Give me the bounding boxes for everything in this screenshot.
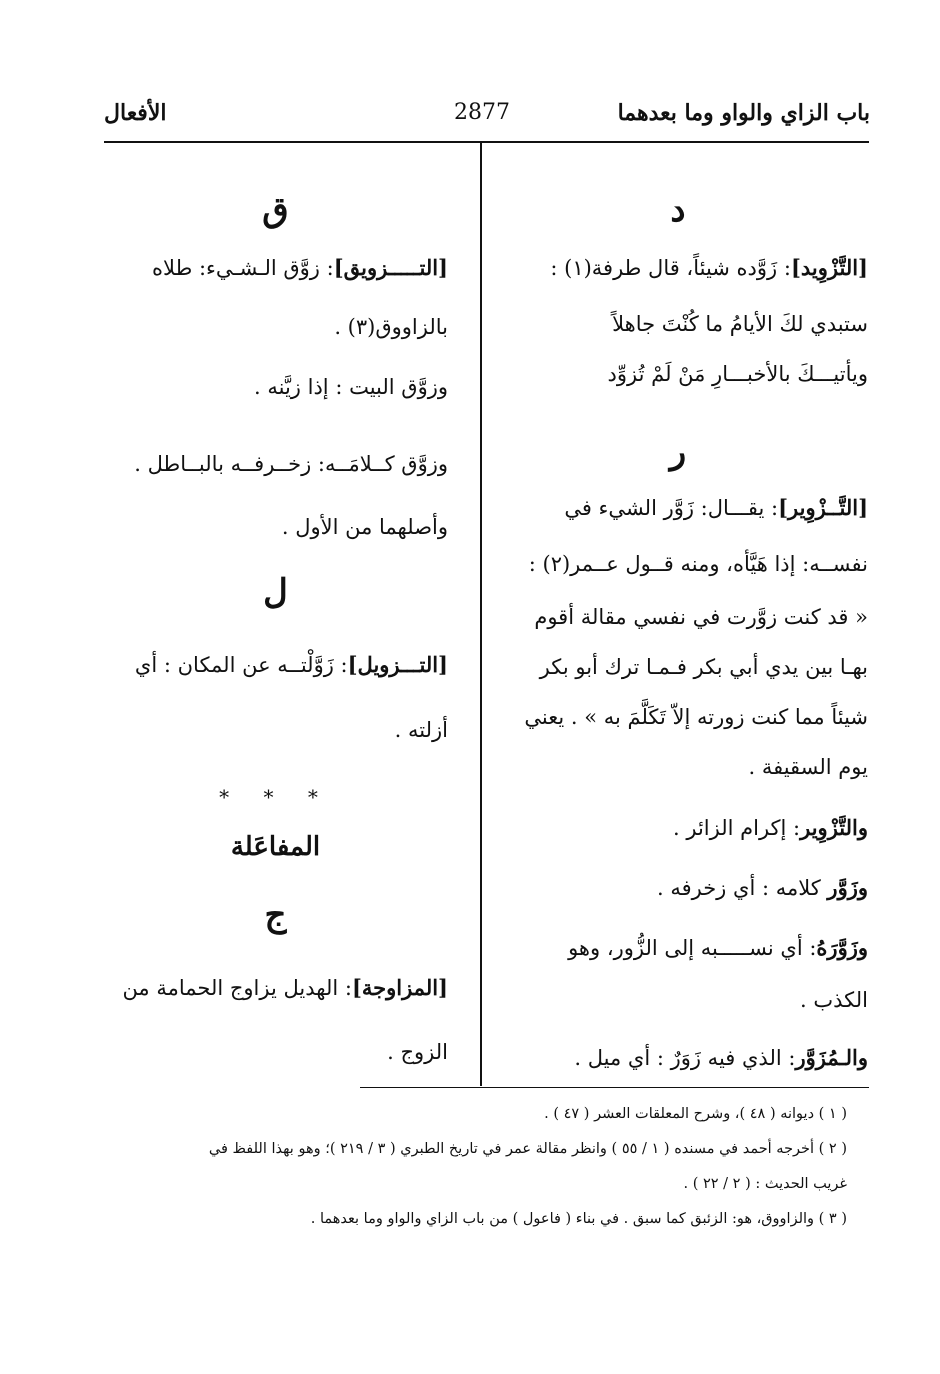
entry-headword: [التـــــزويق] [333, 255, 448, 280]
text-line: نفســه: إذا هَيَّأه، ومنه قــول عــمر(٢) : [528, 552, 868, 576]
entry-headword: [التَّــزْوِير] [778, 495, 868, 520]
text-line: أزلته . [394, 718, 448, 742]
letter-heading-dal: د [670, 190, 686, 230]
entry-text: : الذي فيه زَوَرٌ : أي ميل . [574, 1046, 796, 1070]
entry-muzawwar [574, 1045, 868, 1070]
text-line: بهـا بين يدي أبي بكر فـمـا ترك أبو بكر [539, 655, 868, 679]
letter-heading-lam: ل [263, 572, 288, 612]
entry-text: : يقـــال: زَوَّر الشيء في [564, 496, 779, 520]
entry-text: : أي نســـــبه إلى الزُّور، وهو [568, 936, 817, 960]
entry-text: : زَوَّلْتــه عن المكان : أي [134, 653, 348, 677]
text-line: وزوَّق البيت : إذا زيَّنه . [254, 375, 448, 399]
text-line: وزوَّق كــلامَــه: زخــرفــه بالبــاطل . [134, 452, 448, 476]
letter-heading-jim: ج [264, 895, 287, 935]
section-heading: المفاعَلة [230, 832, 321, 862]
right-column [488, 0, 868, 1090]
section-title: الأفعال [104, 100, 167, 126]
entry-tazwir-ikram [673, 815, 868, 840]
entry-headword: [التـــزويل] [347, 652, 448, 677]
left-column [103, 0, 448, 1090]
entry-tazwil [135, 652, 448, 677]
entry-text: : زوَّق الـشـيء: طلاه [152, 256, 334, 280]
text-line: وأصلهما من الأول . [281, 515, 448, 539]
text-line: شيئاً مما كنت زورته إلاّ تَكَلَّمَ به » . يعني [524, 705, 868, 729]
entry-headword: والـمُزَوَّر [795, 1045, 868, 1070]
section-separator-stars: * * * [219, 785, 332, 809]
footnote-3: ( ٣ ) والزاووق، هو: الزئبق كما سبق . في بناء ( فاعول ) من باب الزاي والواو وما بعدهما . [310, 1211, 847, 1227]
letter-heading-qaf: ق [262, 190, 289, 230]
entry-text: : إكرام الزائر . [673, 816, 801, 840]
text-line: الكذب . [800, 988, 868, 1012]
verse-line: ستبدي لكَ الأيامُ ما كُنْتَ جاهلاً [612, 312, 868, 336]
entry-headword: [التَّزْوِيد] [790, 255, 868, 280]
footnote-rule [360, 1087, 869, 1088]
text-line: الزوج . [387, 1040, 448, 1064]
entry-headword: وزَوَّر [827, 875, 868, 900]
entry-tazwid [550, 255, 868, 280]
entry-tazwiq [152, 255, 448, 280]
chapter-title: باب الزاي والواو وما بعدهما [617, 100, 870, 126]
column-divider [480, 141, 482, 1086]
entry-headword: والتَّزْوِير [800, 815, 868, 840]
entry-headword: وزَوَّرَهُ [816, 935, 868, 960]
entry-zawwarahu [568, 935, 868, 960]
footnote-1: ( ١ ) ديوانه ( ٤٨ )، وشرح المعلقات العشر ( ٤٧ ) . [544, 1106, 847, 1122]
text-line: بالزاووق(٣) . [334, 315, 448, 339]
entry-muzawaja [122, 975, 448, 1000]
text-line: يوم السقيفة . [748, 755, 868, 779]
entry-text: : زَوَّده شيئاً، قال طرفة(١) : [550, 256, 791, 280]
entry-tazwir [564, 495, 868, 520]
verse-line: ويأتيـــكَ بالأخبـــارِ مَنْ لَمْ تُزوِّد [607, 362, 868, 386]
page-number: 2877 [454, 100, 510, 125]
text-line: « قد كنت زوَّرت في نفسي مقالة أقوم [534, 605, 868, 629]
footnote-2-continued: غريب الحديث : ( ٢ / ٢٢ ) . [683, 1176, 847, 1192]
entry-zawwara [657, 875, 868, 900]
letter-heading-ra: ر [669, 432, 687, 472]
entry-text: كلامه : أي زخرفه . [656, 876, 821, 900]
entry-headword: [المزاوجة] [351, 975, 448, 1000]
footnote-2: ( ٢ ) أخرجه أحمد في مسنده ( ١ / ٥٥ ) وانظر مقالة عمر في تاريخ الطبري ( ٣ / ٢١٩ )؛ وهو بهذا اللفظ في [208, 1141, 847, 1157]
entry-text: : الهديل يزاوج الحمامة من [122, 976, 352, 1000]
